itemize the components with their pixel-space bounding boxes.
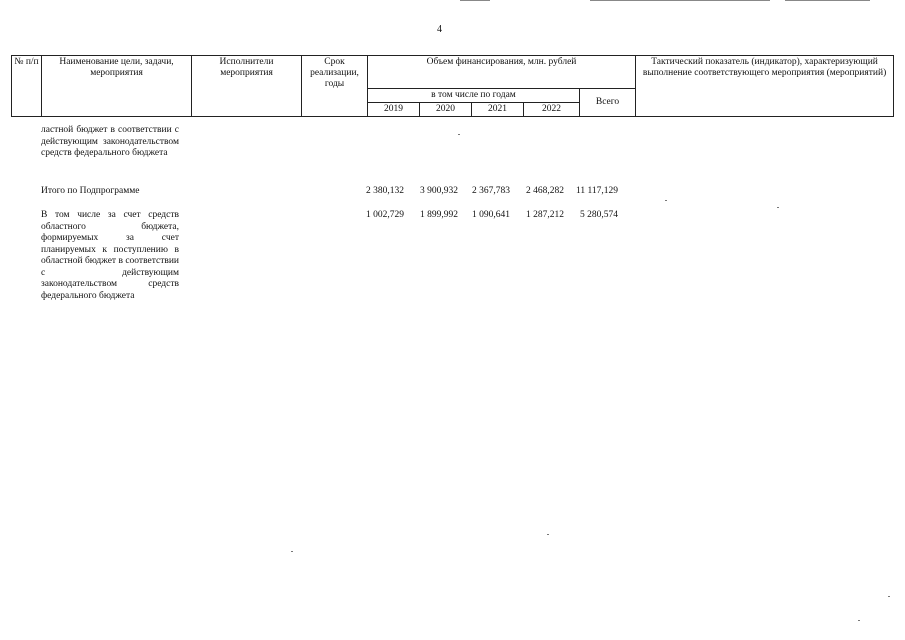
scan-line xyxy=(785,0,870,1)
cell-2019: 1 002,729 xyxy=(366,210,404,220)
header-num: № п/п xyxy=(12,56,42,117)
scan-speck xyxy=(665,200,667,201)
header-by-years: в том числе по годам xyxy=(368,89,580,103)
table-header xyxy=(11,55,894,117)
scan-speck xyxy=(547,534,549,535)
scan-speck xyxy=(888,596,890,597)
scan-speck xyxy=(858,620,860,621)
header-year-2021: 2021 xyxy=(472,103,524,117)
scan-speck xyxy=(291,551,293,552)
row-name: В том числе за счет средств областного бюджета, формируемых за счет планируемых к поступлению в областной бюджет в соответствии с действующим законодательством средств федерального бюджета xyxy=(41,210,179,301)
header-total: Всего xyxy=(580,89,636,117)
cell-2022: 2 468,282 xyxy=(526,186,564,196)
scan-speck xyxy=(458,134,460,135)
header-year-2019: 2019 xyxy=(368,103,420,117)
row-name: Итого по Подпрограмме xyxy=(41,186,140,196)
cell-2020: 3 900,932 xyxy=(420,186,458,196)
cell-2020: 1 899,992 xyxy=(420,210,458,220)
scan-line xyxy=(590,0,770,1)
header-indicator: Тактический показатель (индикатор), характеризующий выполнение соответствующего мероприятия (мероприятий) xyxy=(636,56,894,117)
header-finance: Объем финансирования, млн. рублей xyxy=(368,56,636,89)
cell-total: 11 117,129 xyxy=(575,186,618,196)
header-year-2020: 2020 xyxy=(420,103,472,117)
cell-total: 5 280,574 xyxy=(580,210,618,220)
header-year-2022: 2022 xyxy=(524,103,580,117)
scan-line xyxy=(460,0,490,1)
cell-2021: 2 367,783 xyxy=(472,186,510,196)
page-number: 4 xyxy=(437,24,442,35)
row-name: ластной бюджет в соответствии с действующим законодательством средств федерального бюджета xyxy=(41,125,179,158)
cell-2022: 1 287,212 xyxy=(526,210,564,220)
cell-2019: 2 380,132 xyxy=(366,186,404,196)
header-name: Наименование цели, задачи, мероприятия xyxy=(42,56,192,117)
header-term: Срок реализации, годы xyxy=(302,56,368,117)
scan-speck xyxy=(777,207,779,208)
cell-2021: 1 090,641 xyxy=(472,210,510,220)
header-executors: Исполнители мероприятия xyxy=(192,56,302,117)
